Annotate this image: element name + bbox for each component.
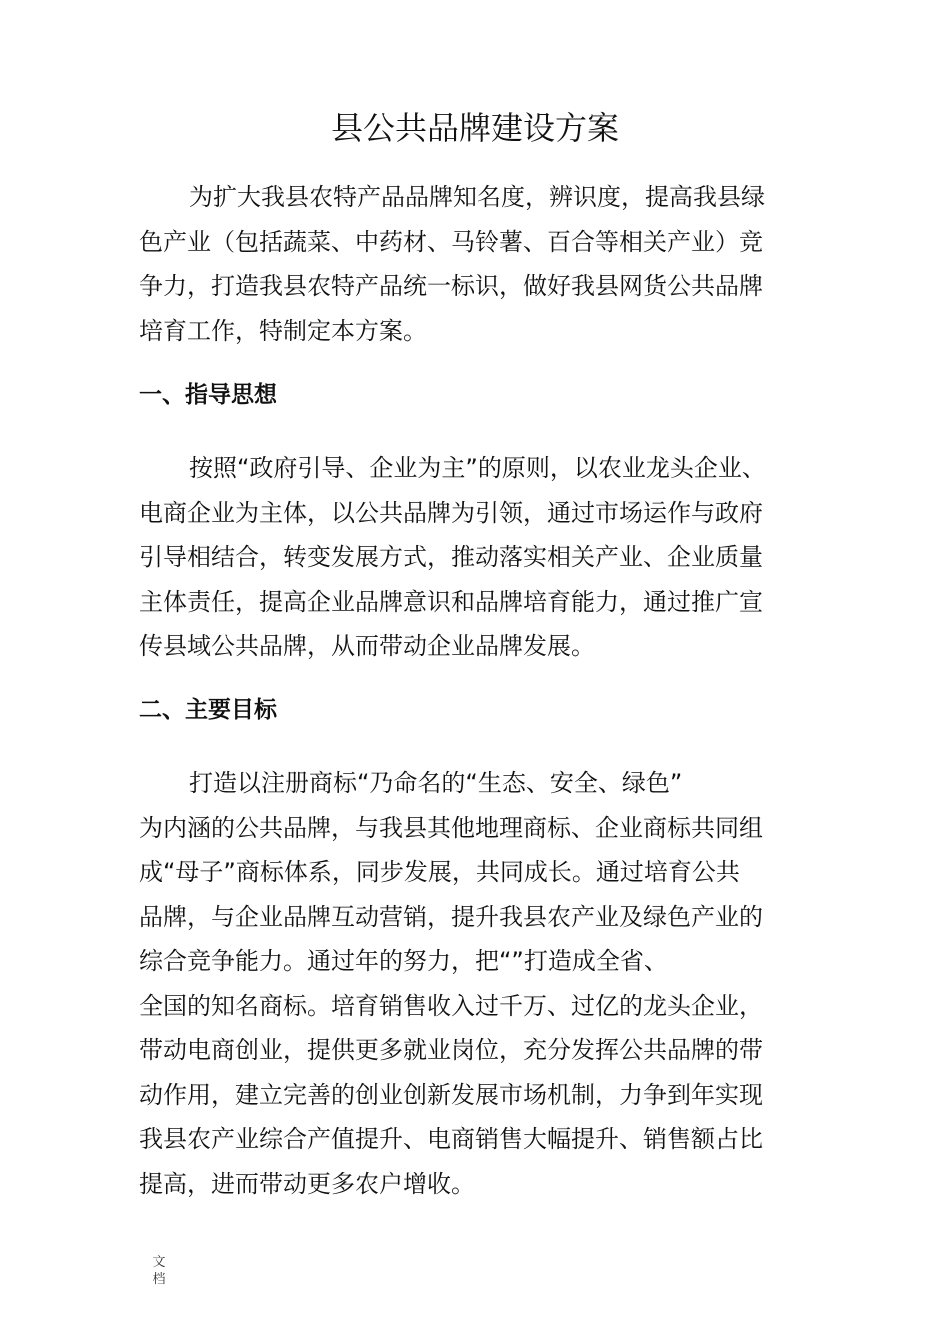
intro-line: 培育工作，特制定本方案。 (139, 316, 427, 345)
intro-line: 争力，打造我县农特产品统一标识，做好我县网货公共品牌 (139, 272, 763, 300)
section2-line: 全国的知名商标。培育销售收入过千万、过亿的龙头企业， (139, 991, 763, 1020)
intro-line: 色产业（包括蔬菜、中药材、马铃薯、百合等相关产业）竞 (139, 227, 763, 256)
section2-line: 提高，进而带动更多农户增收。 (139, 1169, 475, 1198)
section2-line: 成“母子”商标体系，同步发展，共同成长。通过培育公共 (139, 858, 740, 886)
section1-line: 引导相结合，转变发展方式，推动落实相关产业、企业质量 (139, 543, 763, 571)
section2-heading: 二、主要目标 (139, 697, 277, 723)
section2-line: 为内涵的公共品牌，与我县其他地理商标、企业商标共同组 (139, 813, 763, 842)
section2-paragraph (139, 761, 807, 1206)
section1-line: 传县域公共品牌，从而带动企业品牌发展。 (139, 632, 595, 660)
section2-line: 我县农产业综合产值提升、电商销售大幅提升、销售额占比 (139, 1125, 763, 1153)
section2-line: 动作用，建立完善的创业创新发展市场机制，力争到年实现 (139, 1080, 763, 1109)
document-title: 县公共品牌建设方案 (330, 109, 619, 147)
intro-paragraph (139, 175, 807, 353)
section2-line: 品牌，与企业品牌互动营销，提升我县农产业及绿色产业的 (139, 902, 763, 931)
section2-line: 综合竞争能力。通过年的努力，把“”打造成全省、 (139, 947, 668, 975)
section1-paragraph (139, 446, 807, 669)
footer-char: 档 (152, 1272, 166, 1287)
intro-line: 为扩大我县农特产品品牌知名度，辨识度，提高我县绿 (189, 183, 765, 211)
section2-line: 带动电商创业，提供更多就业岗位，充分发挥公共品牌的带 (139, 1036, 763, 1064)
section1-line: 电商企业为主体，以公共品牌为引领，通过市场运作与政府 (139, 498, 763, 527)
section2-line: 打造以注册商标“乃命名的“生态、安全、绿色” (189, 769, 683, 797)
section1-line: 主体责任，提高企业品牌意识和品牌培育能力，通过推广宣 (139, 587, 763, 616)
section1-heading: 一、指导思想 (139, 382, 277, 408)
footer-char: 文 (152, 1255, 166, 1270)
section1-line: 按照“政府引导、企业为主”的原则，以农业龙头企业、 (189, 454, 766, 482)
footer-mark (151, 1254, 167, 1288)
